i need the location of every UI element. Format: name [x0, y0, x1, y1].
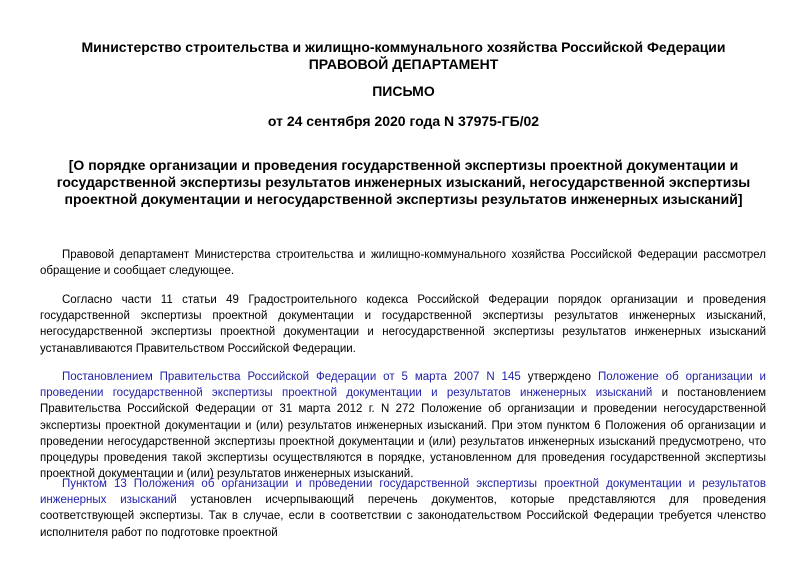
ministry-name: Министерство строительства и жилищно-коммунального хозяйства Российской Федерации — [81, 39, 726, 55]
document-date-number: от 24 сентября 2020 года N 37975-ГБ/02 — [267, 113, 540, 129]
subject-line: [О порядке организации и проведения государственной экспертизы проектной документации и — [68, 157, 739, 173]
paragraph-text: установлен исчерпывающий перечень документов, которые представляются для проведения соответствующей экспертизы. Так в случае, если в соответствии с законодательством Российской Федерации требуется членство исполнителя работ по подготовке проектной — [40, 494, 766, 539]
paragraph-text: утверждено — [520, 371, 598, 383]
paragraph-text: Правовой департамент Министерства строительства и жилищно-коммунального хозяйства Российской Федерации рассмотрел обращение и сообщает следующее. — [40, 249, 766, 278]
body-paragraph-2 — [40, 292, 766, 357]
document-header — [0, 39, 807, 73]
state-expertise-regulation-link[interactable]: Положение об организации и проведении государственной экспертизы проектной документации и результатов инженерных изысканий — [40, 371, 766, 400]
document-subject — [0, 157, 807, 208]
body-paragraph-1 — [40, 247, 766, 279]
subject-line: государственной экспертизы результатов инженерных изысканий, негосударственной экспертизы — [56, 174, 751, 190]
body-paragraph-4 — [40, 476, 766, 541]
decree-145-link[interactable]: Постановлением Правительства Российской Федерации от 5 марта 2007 N 145 — [62, 371, 521, 383]
clause-13-link[interactable]: Пунктом 13 Положения об организации и проведении государственной экспертизы проектной документации и результатов инженерных изысканий — [40, 478, 766, 507]
paragraph-text: Согласно части 11 статьи 49 Градостроительного кодекса Российской Федерации порядок организации и проведения государственной экспертизы проектной документации и государственной экспертизы результатов инженерных изысканий, негосударственной экспертизы проектной документации и негосударственной экспертизы результатов инженерных изысканий устанавливаются Правительством Российской Федерации. — [40, 294, 766, 355]
paragraph-text: и постановлением Правительства Российской Федерации от 31 марта 2012 г. N 272 Положение об организации и проведении негосударственной экспертизы проектной документации и (или) результатов инженерных изысканий. При этом пунктом 6 Положения об организации и проведении негосударственной экспертизы проектной документации и (или) результатов инженерных изысканий предусмотрено, что процедуры проведения такой экспертизы осуществляются в порядке, установленном для проведения государственной экспертизы проектной документации и (или) результатов инженерных изысканий. — [40, 387, 766, 481]
subject-line: проектной документации и негосударственной экспертизы результатов инженерных изысканий] — [64, 191, 743, 207]
document-type: ПИСЬМО — [372, 83, 435, 99]
department-name: ПРАВОВОЙ ДЕПАРТАМЕНТ — [308, 56, 499, 72]
body-paragraph-3 — [40, 369, 766, 482]
